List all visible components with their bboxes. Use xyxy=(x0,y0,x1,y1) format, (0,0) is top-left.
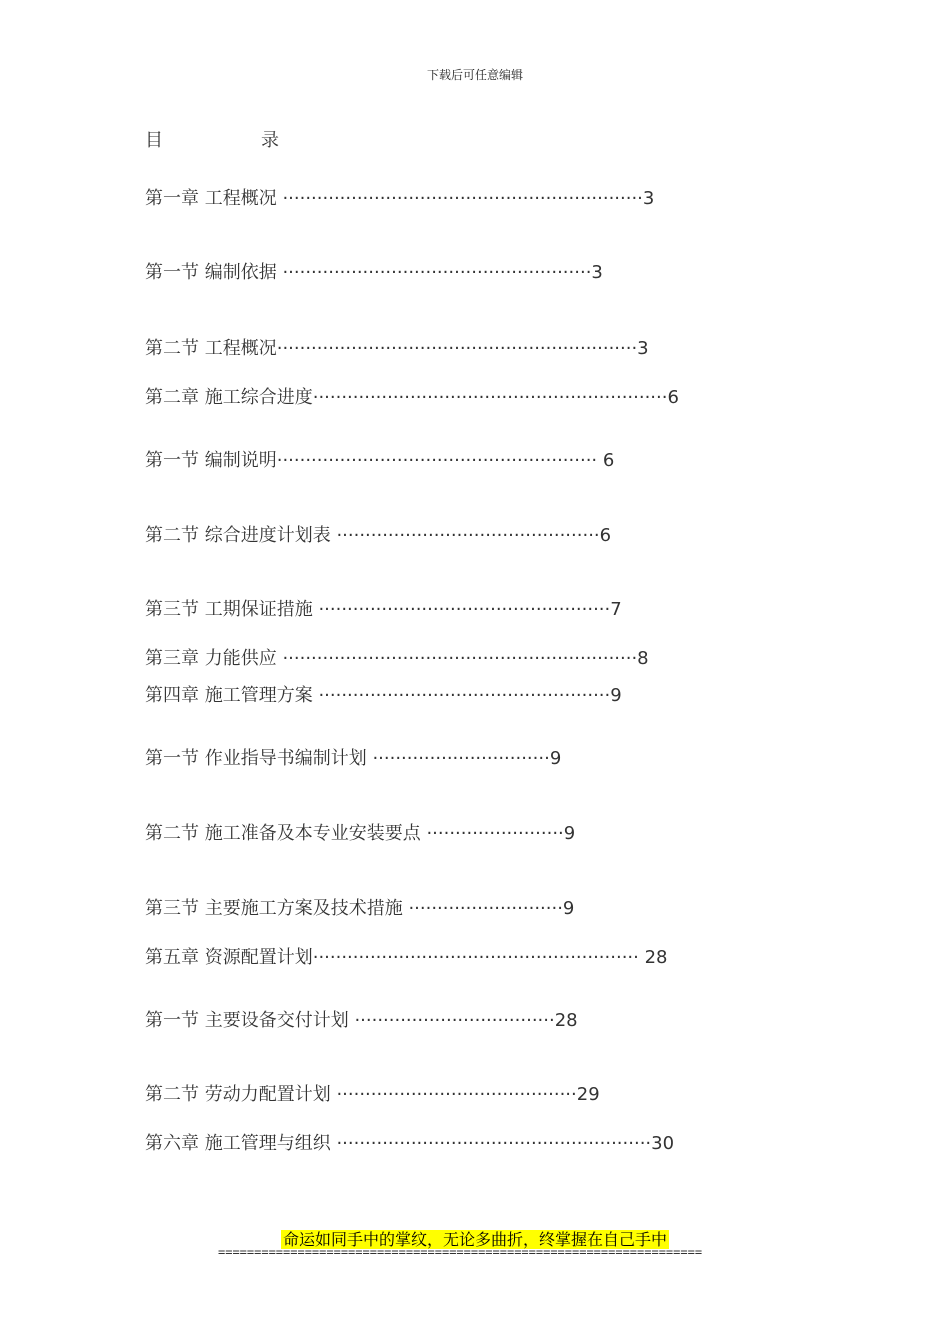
toc-title-part2: 录 xyxy=(261,130,279,151)
toc-entry-section-1-2[interactable]: 第二节 工程概况·······························································3 xyxy=(145,338,649,359)
toc-entry-section-4-3[interactable]: 第三节 主要施工方案及技术措施 ···························9 xyxy=(145,898,575,919)
toc-entry-section-2-2[interactable]: 第二节 综合进度计划表 ··············································6 xyxy=(145,525,612,546)
toc-title xyxy=(145,126,279,152)
toc-entry-section-5-1[interactable]: 第一节 主要设备交付计划 ···································28 xyxy=(145,1010,578,1031)
toc-entry-section-4-1[interactable]: 第一节 作业指导书编制计划 ·······························9 xyxy=(145,748,562,769)
page-header: 下载后可任意编辑 xyxy=(426,68,523,82)
toc-entry-chapter-3[interactable]: 第三章 力能供应 ······························································8 xyxy=(145,648,649,669)
toc-entry-section-2-3[interactable]: 第三节 工期保证措施 ···················································7 xyxy=(145,599,622,620)
toc-entry-section-2-1[interactable]: 第一节 编制说明························································ 6 xyxy=(145,450,615,471)
toc-entry-chapter-1[interactable]: 第一章 工程概况 ·······························································3 xyxy=(145,188,655,209)
toc-entry-section-4-2[interactable]: 第二节 施工准备及本专业安装要点 ························9 xyxy=(145,823,576,844)
toc-entry-chapter-6[interactable]: 第六章 施工管理与组织 ·······················································30 xyxy=(145,1133,675,1154)
toc-entry-chapter-5[interactable]: 第五章 资源配置计划························································· 28 xyxy=(145,947,668,968)
footer-motto-text: 命运如同手中的掌纹，无论多曲折，终掌握在自己手中 xyxy=(282,1230,667,1249)
toc-entry-section-5-2[interactable]: 第二节 劳动力配置计划 ··········································29 xyxy=(145,1084,600,1105)
toc-entry-section-1-1[interactable]: 第一节 编制依据 ······················································3 xyxy=(145,262,603,283)
toc-title-part1: 目 xyxy=(145,130,163,151)
toc-entry-chapter-2[interactable]: 第二章 施工综合进度······························································6 xyxy=(145,387,679,408)
footer-divider: =================================================================== xyxy=(218,1245,703,1259)
toc-entry-chapter-4[interactable]: 第四章 施工管理方案 ···················································9 xyxy=(145,685,622,706)
